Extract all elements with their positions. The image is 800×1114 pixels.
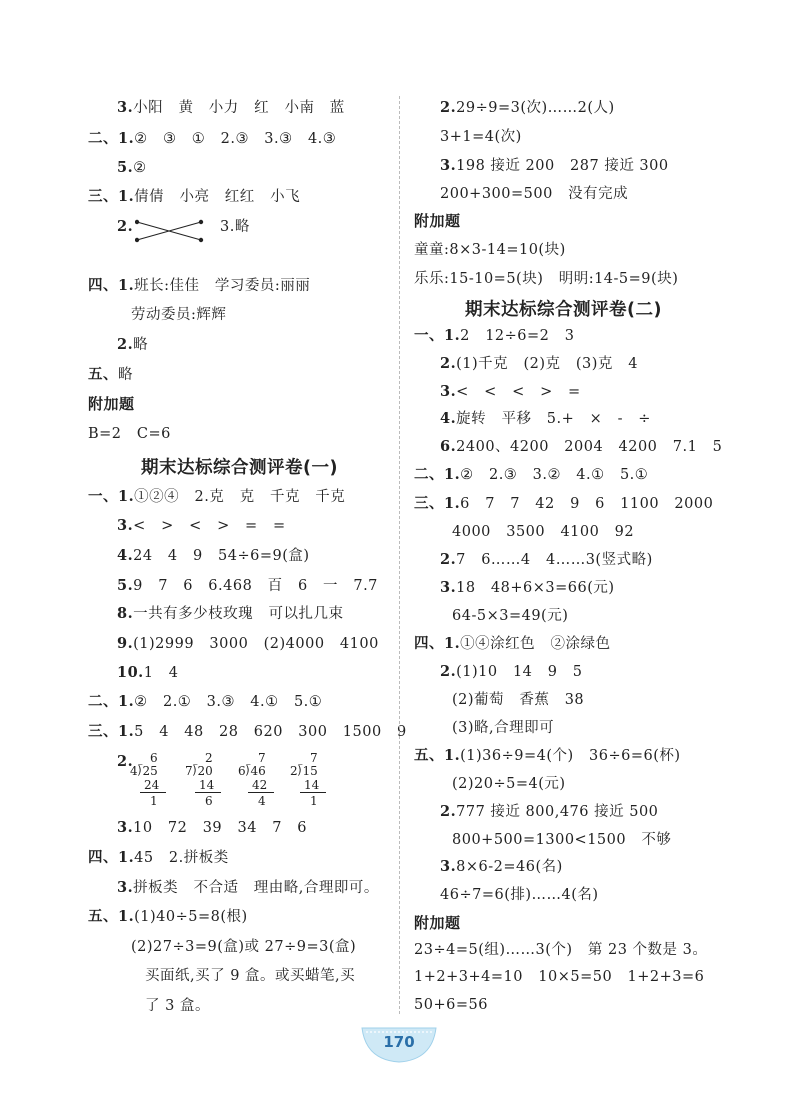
quotient: 7 xyxy=(310,751,318,765)
quotient: 2 xyxy=(205,751,213,765)
answer-line: 3.略 xyxy=(220,219,250,235)
answer-line: 二、1.② 2.③ 3.② 4.① 5.① xyxy=(414,466,649,483)
answer-line: 800+500=1300<1500 不够 xyxy=(452,832,672,848)
long-division xyxy=(130,752,170,808)
remainder: 6 xyxy=(205,794,213,808)
long-division xyxy=(238,752,278,808)
answer-line: 二、1.② ③ ① 2.③ 3.③ 4.③ xyxy=(88,130,337,147)
answer-line: 10.1 4 xyxy=(117,664,179,681)
division-expr: 6⟌46 xyxy=(238,764,266,778)
answer-line: 5.9 7 6 6.468 百 6 一 7.7 xyxy=(117,577,378,594)
answer-line: 了 3 盒。 xyxy=(145,998,210,1014)
answer-line: 64-5×3=49(元) xyxy=(452,608,569,624)
section-title: 期末达标综合测评卷(一) xyxy=(141,458,338,478)
answer-line: (2)葡萄 香蕉 38 xyxy=(452,692,585,708)
answer-line: 9.(1)2999 3000 (2)4000 4100 xyxy=(117,635,379,652)
answer-line: 买面纸,买了 9 盒。或买蜡笔,买 xyxy=(145,968,356,984)
answer-line: 4.旋转 平移 5.+ × - ÷ xyxy=(440,410,651,427)
bonus-heading: 附加题 xyxy=(88,395,135,413)
answer-line: 四、1.45 2.拼板类 xyxy=(88,849,229,866)
answer-line: 3.198 接近 200 287 接近 300 xyxy=(440,157,669,174)
answer-line: 4.24 4 9 54÷6=9(盒) xyxy=(117,547,310,564)
column-divider xyxy=(399,96,400,1014)
answer-line: 三、1.倩倩 小亮 红红 小飞 xyxy=(88,188,301,205)
long-division xyxy=(290,752,330,808)
bonus-heading: 附加题 xyxy=(414,914,461,932)
answer-line: (2)20÷5=4(元) xyxy=(452,776,566,792)
long-division xyxy=(185,752,225,808)
answer-line: 8.一共有多少枝玫瑰 可以扎几束 xyxy=(117,605,344,622)
answer-line: 劳动委员:辉辉 xyxy=(131,307,227,323)
division-expr: 4⟌25 xyxy=(130,764,158,778)
answer-line: 6.2400、4200 2004 4200 7.1 5 xyxy=(440,438,723,455)
answer-line: 1+2+3+4=10 10×5=50 1+2+3=6 xyxy=(414,969,705,985)
answer-line: 乐乐:15-10=5(块) 明明:14-5=9(块) xyxy=(414,271,679,287)
answer-line: 2.(1)千克 (2)克 (3)克 4 xyxy=(440,355,638,372)
product: 14 xyxy=(199,778,215,792)
answer-line: 3.8×6-2=46(名) xyxy=(440,858,563,875)
answer-line: 三、1.6 7 7 42 9 6 1100 2000 xyxy=(414,495,714,512)
answer-line: 三、1.5 4 48 28 620 300 1500 9 xyxy=(88,723,407,740)
answer-line: 五、略 xyxy=(88,366,133,383)
page-number: 170 xyxy=(383,1033,415,1051)
answer-line: 23÷4=5(组)……3(个) 第 23 个数是 3。 xyxy=(414,942,708,958)
product: 14 xyxy=(304,778,320,792)
answer-line: 3.小阳 黄 小力 红 小南 蓝 xyxy=(117,99,345,116)
answer-line: 五、1.(1)40÷5=8(根) xyxy=(88,908,248,925)
answer-line: 200+300=500 没有完成 xyxy=(440,186,629,202)
quotient: 7 xyxy=(258,751,266,765)
answer-line: 2.(1)10 14 9 5 xyxy=(440,663,583,680)
answer-line: 一、1.①②④ 2.克 克 千克 千克 xyxy=(88,488,346,505)
answer-line: 五、1.(1)36÷9=4(个) 36÷6=6(杯) xyxy=(414,747,681,764)
answer-line: 2.略 xyxy=(117,336,149,353)
answer-line: 四、1.①④涂红色 ②涂绿色 xyxy=(414,635,611,652)
answer-line: 50+6=56 xyxy=(414,997,488,1013)
division-expr: 2⟌15 xyxy=(290,764,318,778)
product: 42 xyxy=(252,778,268,792)
answer-line: B=2 C=6 xyxy=(88,426,171,442)
answer-line: 2. xyxy=(117,753,134,770)
product: 24 xyxy=(144,778,160,792)
answer-line: 3.< < < > = xyxy=(440,383,581,400)
answer-line: 3.< > < > = = xyxy=(117,517,286,534)
answer-line: 四、1.班长:佳佳 学习委员:丽丽 xyxy=(88,277,311,294)
remainder: 4 xyxy=(258,794,266,808)
remainder: 1 xyxy=(150,794,158,808)
answer-line: 童童:8×3-14=10(块) xyxy=(414,242,566,258)
answer-line: 2.7 6……4 4……3(竖式略) xyxy=(440,551,653,568)
answer-line: 4000 3500 4100 92 xyxy=(452,524,635,540)
answer-line: 二、1.② 2.① 3.③ 4.① 5.① xyxy=(88,693,323,710)
matching-lines-diagram xyxy=(135,219,205,243)
answer-line: 5.② xyxy=(117,159,147,176)
quotient: 6 xyxy=(150,751,158,765)
answer-line: 一、1.2 12÷6=2 3 xyxy=(414,327,575,344)
remainder: 1 xyxy=(310,794,318,808)
answer-line: (2)27÷3=9(盒)或 27÷9=3(盒) xyxy=(131,939,357,955)
answer-line: 3.18 48+6×3=66(元) xyxy=(440,579,615,596)
section-title: 期末达标综合测评卷(二) xyxy=(465,300,662,320)
bonus-heading: 附加题 xyxy=(414,212,461,230)
division-expr: 7⟌20 xyxy=(185,764,213,778)
answer-line: 46÷7=6(排)……4(名) xyxy=(440,887,599,903)
answer-line: (3)略,合理即可 xyxy=(452,720,555,736)
answer-line: 2. xyxy=(117,218,134,235)
answer-line: 3+1=4(次) xyxy=(440,129,522,145)
answer-line: 2.777 接近 800,476 接近 500 xyxy=(440,803,659,820)
answer-line: 3.10 72 39 34 7 6 xyxy=(117,819,308,836)
answer-line: 3.拼板类 不合适 理由略,合理即可。 xyxy=(117,879,379,896)
answer-line: 2.29÷9=3(次)……2(人) xyxy=(440,99,615,116)
